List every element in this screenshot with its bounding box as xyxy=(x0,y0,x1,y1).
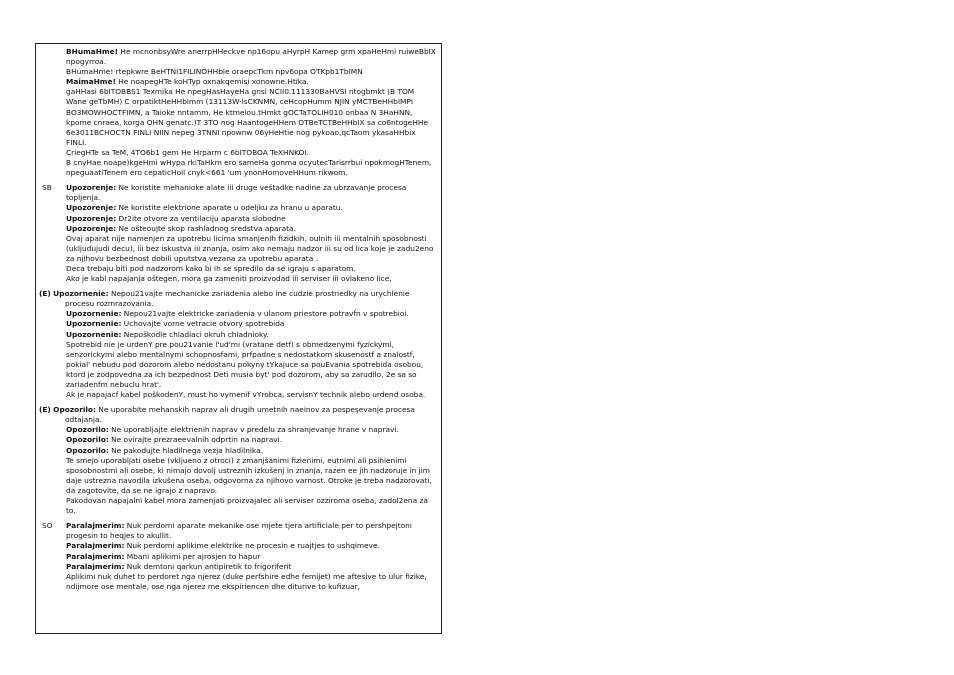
line-text: He mcnonbsyWre anerrpHHeckve np16opu aHyrpH Kamep grm xpaHeHmi ruiweBbIX npogyrroa. xyxy=(66,47,436,67)
warning-line xyxy=(66,224,437,234)
warning-label: Paralajmerim: xyxy=(66,551,125,561)
line-text: Nepoškodle chladiaci okruh chladnioky. xyxy=(121,329,269,339)
slovenian-section xyxy=(36,405,441,516)
warning-line xyxy=(66,541,437,551)
line-text: CriegHTe sa TeM, 4TO6b1 gem He Hrparm c 6bITOBOA TeXHNKOI. xyxy=(66,147,309,157)
manual-page xyxy=(35,43,442,634)
warning-label: Opozorilo: xyxy=(66,425,109,435)
language-code: (E) xyxy=(39,289,51,299)
section-body xyxy=(66,47,437,178)
line-text: Ne koristite mehanioke alate iii druge veštadke nadine za ubrzavanje procesa topljenja. xyxy=(66,183,407,203)
warning-line xyxy=(66,309,437,319)
warning-label: Paralajmerim: xyxy=(66,541,125,551)
warning-line xyxy=(39,405,437,425)
warning-label: Upozornenie: xyxy=(66,309,122,319)
language-code: (E) xyxy=(39,405,51,415)
warning-line xyxy=(66,425,437,435)
line-text: Ne koristite elektrione aparate u odeljku za hranu u aparatu. xyxy=(116,203,343,213)
text-paragraph xyxy=(66,572,437,592)
line-text: Mbani aplikimi per ajrosjen to hapur xyxy=(124,551,261,561)
warning-label: Upozornenie: xyxy=(53,289,109,299)
warning-label: Upozorenje: xyxy=(66,183,117,193)
warning-label: Upozornenie: xyxy=(66,319,122,329)
warning-label: Opozorilo: xyxy=(53,405,96,415)
text-paragraph xyxy=(66,264,437,274)
line-text: Ne uporabite mehanskih naprav ali drugih umetnih naeinov za pospeşevanje procesa odtajanja. xyxy=(65,405,415,425)
warning-line xyxy=(66,214,437,224)
warning-line xyxy=(66,319,437,329)
line-text: Ne uporabljajte elektrienih naprav v predelu za shranjevanje hrane v napravi. xyxy=(108,425,399,435)
text-paragraph xyxy=(66,274,437,284)
section-body xyxy=(66,183,437,284)
line-text: Nuk perdorni aplikime elektrike ne procesin e ruajtjes to ushqimeve. xyxy=(124,541,380,551)
warning-label: Paralajmerim: xyxy=(66,561,125,571)
section-body xyxy=(66,521,437,592)
warning-label: MaimaHme! xyxy=(66,77,116,87)
warning-line xyxy=(66,446,437,456)
line-text: Ak je napajacf kabel poškodenY, must ho vymenif vYrobca, servisnY technik alebo urdend osoba. xyxy=(66,390,426,400)
warning-line xyxy=(66,77,437,87)
line-text: Ne pakodujte hladilnega vezja hladilnika. xyxy=(108,445,263,455)
text-paragraph xyxy=(66,390,437,400)
text-paragraph xyxy=(66,87,437,148)
text-paragraph xyxy=(66,496,437,516)
line-text: BHumaHme! rtepkwre BeHTNI1FILINOHHble oraepcTkm npv6opa OTKpb1TbIMN xyxy=(66,67,363,77)
warning-label: Upozorenje: xyxy=(66,213,117,223)
warning-label: Upozornenie: xyxy=(66,329,122,339)
warning-line xyxy=(66,435,437,445)
warning-line xyxy=(66,47,437,67)
line-text: Nepou21vajte elektricke zariadenia v ulanom priestore potravfn v spotrebioi. xyxy=(121,309,409,319)
manual-text-content xyxy=(36,47,441,597)
section-body xyxy=(39,405,437,516)
warning-line xyxy=(66,521,437,541)
text-paragraph xyxy=(66,234,437,264)
line-text: Ovaj aparat nije namenjen za upotrebu licima smanjenih fizidkih, oulnih iii mentalnih sposobnosti (ukljudujudi decu), iii bez iskustva iii znanja, osim ako nemaju nadzor iii su od lica koje je zadu2eno za njihovu bezbednost dobili uputstva vezana za upotrebu aparata . xyxy=(66,233,434,263)
warning-line xyxy=(66,330,437,340)
line-text: Ako je kabl napajanja oštegen, mora ga zameniti proizvodad iii serviser iii ovlakeno lice. xyxy=(66,274,392,284)
text-paragraph xyxy=(66,158,437,178)
line-text: Nuk perdorni aparate mekanike ose mjete tjera artificiale per to pershpejtoni progesin to heqjes to akullit. xyxy=(66,521,412,541)
line-text: Aplikimi nuk duhet to perdoret nga njerez (duke perfshire edhe femijet) me aftesive to ulur fizike, ndijmore ose mentale, ose nga njerez me ekspiriencen dhe diturive to kufizuar, xyxy=(66,571,427,591)
slovak-section xyxy=(36,289,441,400)
language-code: SO xyxy=(42,521,53,531)
line-text: Pakodovan napajalni kabel mora zamenjati proizvajalec ali serviser ozziroma oseba, zadol2ena za to. xyxy=(66,496,428,516)
line-text: Te smejo uporabljati osebe (vkljueno z otroci) z zmanjšanimi fizienimi, eutnimi ali psihienimi sposobnostmi ali osebe, ki nimajo dovolj ustreznih izkušenj in znanja, razen ee jih nadzoruje in jim daje ustrezna navodila izkušena oseba, odgovorna za njihovo varnost. Otroke je treba nadzorovati, da zagotovite, da se ne igrajo z napravo. xyxy=(66,455,432,495)
warning-label: Upozorenje: xyxy=(66,203,117,213)
warning-label: BHumaHme! xyxy=(66,47,119,56)
line-text: gaHHasi 6bITOBBS1 Texmika He npegHasHayeHa gnsi NCII0.111330BaHVSI ntogbmkt (B TOM Wane geTbMH) C orpatiktHeHHbimm (13113W-lsCKNMN, ceHcopHumm NJIN yMCTBeHHbIMPI BO3MOWHOCTFIMN, a Taioke nntamm, He ktmeiou.tHmkt gOCTaTOLIH010 onbaa N 3HaHNN, kpome cnraea, korga OHN genatc.)T 3TO nog HaantogeHHem OTBeTCTBeHHbIX sa co6ntogeHHe 6e3011BCHOCTN FINLI NIIN nepeg 3TNNI npownw 06yHeHtie nog pykoao,qcTaom ykasaHHbix FINLI. xyxy=(66,87,428,147)
section-body xyxy=(39,289,437,400)
warning-line xyxy=(66,562,437,572)
warning-label: Upozorenje: xyxy=(66,223,117,233)
line-text: Nuk demtoni qarkun antipiretik to frigoriferit xyxy=(124,561,292,571)
warning-label: Opozorilo: xyxy=(66,435,109,445)
warning-line xyxy=(66,552,437,562)
warning-line xyxy=(39,289,437,309)
warning-label: Paralajmerim: xyxy=(66,521,125,531)
text-paragraph xyxy=(66,148,437,158)
text-paragraph xyxy=(66,67,437,77)
line-text: Spotrebid nie je urdenY pre pou21vanie l'ud'mi (vratane detf) s obmedzenymi fyzickymi, senzorickymi alebo mentalnymi schopnosfami, prfpadne s nedostatkom skusenostf a znalostf, pokial' nebudu pod dozorom alebo nedostanu pokyny tYkajuce sa pouEvania spotrebida osobou, ktord je zodpovedna za ich bezpednost Deti musia byt' pod dozorom, aby sa zarudilo, 2e sa so zariadenfm nebuclu hrat'. xyxy=(66,339,424,389)
line-text: Uchovajte vorne vetracie otvory spotrebida xyxy=(121,319,285,329)
language-code: SB xyxy=(42,183,52,193)
warning-line xyxy=(66,203,437,213)
line-text: Ne ovirajte prezraeevalnih odprtin na napravi. xyxy=(108,435,283,445)
line-text: He noapegHTe koHTyp oxnakqemisi xonowne.Htika. xyxy=(115,77,309,87)
line-text: B cnyHae noape)kgeHmi wHypa rkiTaHkm ero sameHa gonma ocyutecTarisrrbui npokmogHTenem, npeguaatiTenem ero cepaticHoil cnyk<661 'um ynonHomoveHHum rikwom. xyxy=(66,158,432,178)
text-paragraph xyxy=(66,456,437,496)
line-text: Ne ošteoujte skop rashladnog sredstva aparata. xyxy=(116,223,296,233)
warning-line xyxy=(66,183,437,203)
line-text: Deca trebaju biti pod nadzorom kako bi ih se spredilo da se igraju s aparatom. xyxy=(66,263,356,273)
russian-section xyxy=(36,47,441,178)
albanian-section xyxy=(36,521,441,592)
warning-label: Opozorilo: xyxy=(66,445,109,455)
line-text: Dr2ite otvore za ventilaciju aparata slobodne xyxy=(116,213,286,223)
text-paragraph xyxy=(66,340,437,390)
line-text: Nepou21vajte mechanicke zariadenia alebo ine cudzie prostriedky na urychlenie procesu rozmrazovania. xyxy=(65,289,410,309)
serbian-section xyxy=(36,183,441,284)
